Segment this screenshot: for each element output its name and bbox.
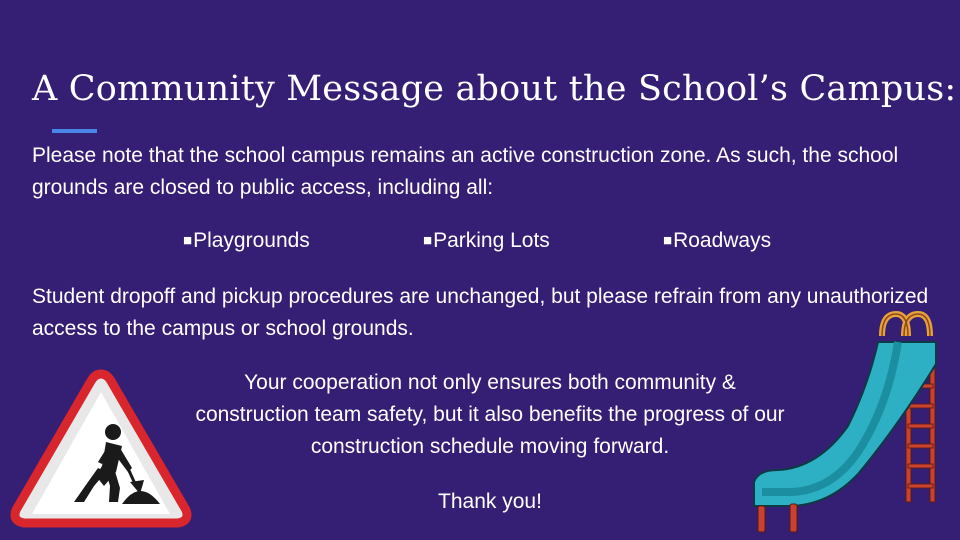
bullet-square-icon: ■ bbox=[423, 232, 433, 249]
intro-paragraph: Please note that the school campus remains an active construction zone. As such, the school grounds are closed to public access, including all: bbox=[32, 144, 899, 199]
list-item-label: Roadways bbox=[673, 229, 772, 252]
list-item bbox=[183, 226, 310, 256]
list-item bbox=[663, 226, 771, 256]
list-item-label: Playgrounds bbox=[193, 229, 310, 252]
men-at-work-sign-icon bbox=[10, 368, 192, 528]
closing-line: construction team safety, but it also benefits the progress of our bbox=[195, 403, 785, 426]
thank-you-text: Thank you! bbox=[438, 490, 542, 513]
title-accent-line bbox=[52, 129, 97, 133]
list-item bbox=[423, 226, 550, 256]
closing-line: construction schedule moving forward. bbox=[310, 435, 670, 458]
bullet-square-icon: ■ bbox=[183, 232, 193, 249]
list-item-label: Parking Lots bbox=[433, 229, 550, 252]
bullet-square-icon: ■ bbox=[663, 232, 673, 249]
closed-areas-list bbox=[0, 226, 960, 256]
slide-title: A Community Message about the School’s Campus: bbox=[32, 69, 957, 109]
closing-line: Your cooperation not only ensures both community & bbox=[244, 371, 736, 394]
playground-slide-icon bbox=[748, 306, 942, 536]
procedures-paragraph: Student dropoff and pickup procedures are unchanged, but please refrain from any unauthorized access to the campus or school grounds. bbox=[32, 285, 929, 340]
